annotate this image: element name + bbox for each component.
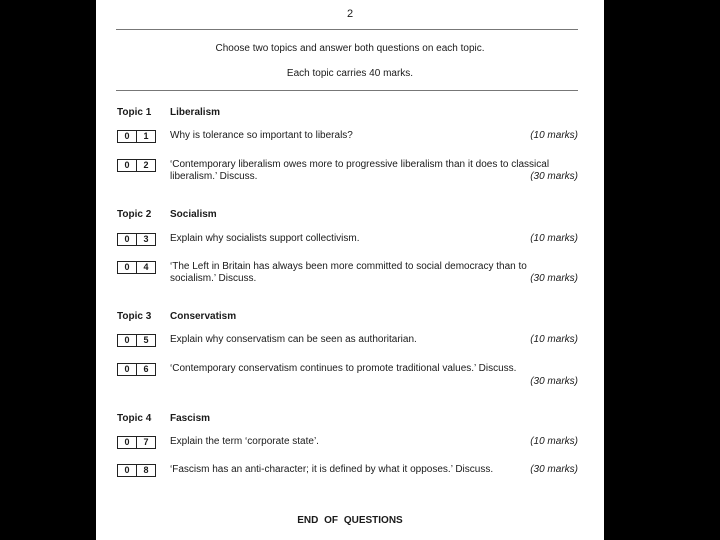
top-rule xyxy=(116,29,578,30)
page-number: 2 xyxy=(346,8,354,20)
topic-label: Topic 2 xyxy=(117,209,152,220)
question-text: Explain why conservatism can be seen as authoritarian. xyxy=(170,334,417,345)
topic-label: Topic 4 xyxy=(117,413,152,424)
question-text: Explain the term ‘corporate state’. xyxy=(170,436,319,447)
question-text: ‘Contemporary liberalism owes more to progressive liberalism than it does to classical liberalism.’ Discuss. xyxy=(170,159,550,182)
question-digit: 0 xyxy=(124,131,130,141)
question-number-box xyxy=(117,464,156,477)
topic-name: Liberalism xyxy=(170,107,221,118)
question-marks: (30 marks) xyxy=(530,376,578,387)
question-digit: 0 xyxy=(124,335,130,345)
topic-label: Topic 3 xyxy=(117,311,152,322)
question-text: ‘Contemporary conservatism continues to promote traditional values.’ Discuss. xyxy=(170,363,517,374)
question-marks: (10 marks) xyxy=(530,130,578,141)
question-marks: (30 marks) xyxy=(530,464,578,475)
question-digit: 0 xyxy=(124,160,130,170)
question-text: ‘The Left in Britain has always been more committed to social democracy than to socialism.’ Discuss. xyxy=(170,261,527,284)
topic-label: Topic 1 xyxy=(117,107,152,118)
topic-name: Socialism xyxy=(170,209,217,220)
topic-name: Conservatism xyxy=(170,311,237,322)
question-digit: 3 xyxy=(136,234,155,245)
instruction-choose: Choose two topics and answer both questions on each topic. xyxy=(215,43,485,54)
instruction-marks: Each topic carries 40 marks. xyxy=(286,68,414,79)
question-digit: 0 xyxy=(124,437,130,447)
question-digit: 0 xyxy=(124,262,130,272)
question-digit: 2 xyxy=(136,160,155,171)
question-digit: 8 xyxy=(136,465,155,476)
question-digit: 5 xyxy=(136,335,155,346)
question-text: ‘Fascism has an anti-character; it is defined by what it opposes.’ Discuss. xyxy=(170,464,494,475)
question-number-box xyxy=(117,334,156,347)
question-number-box xyxy=(117,261,156,274)
question-number-box xyxy=(117,363,156,376)
question-digit: 4 xyxy=(136,262,155,273)
question-digit: 0 xyxy=(124,364,130,374)
question-digit: 6 xyxy=(136,364,155,375)
header-rule xyxy=(116,90,578,91)
end-of-questions: END OF QUESTIONS xyxy=(297,515,403,526)
question-digit: 7 xyxy=(136,437,155,448)
question-digit: 1 xyxy=(136,131,155,142)
question-digit: 0 xyxy=(124,234,130,244)
question-marks: (10 marks) xyxy=(530,334,578,345)
question-number-box xyxy=(117,130,156,143)
question-marks: (30 marks) xyxy=(530,171,578,182)
question-number-box xyxy=(117,159,156,172)
question-text: Why is tolerance so important to liberals? xyxy=(170,130,353,141)
question-text: Explain why socialists support collectivism. xyxy=(170,233,360,244)
question-number-box xyxy=(117,233,156,246)
question-number-box xyxy=(117,436,156,449)
exam-page xyxy=(96,0,604,540)
question-marks: (10 marks) xyxy=(530,436,578,447)
question-marks: (10 marks) xyxy=(530,233,578,244)
question-digit: 0 xyxy=(124,465,130,475)
topic-name: Fascism xyxy=(170,413,211,424)
question-marks: (30 marks) xyxy=(530,273,578,284)
